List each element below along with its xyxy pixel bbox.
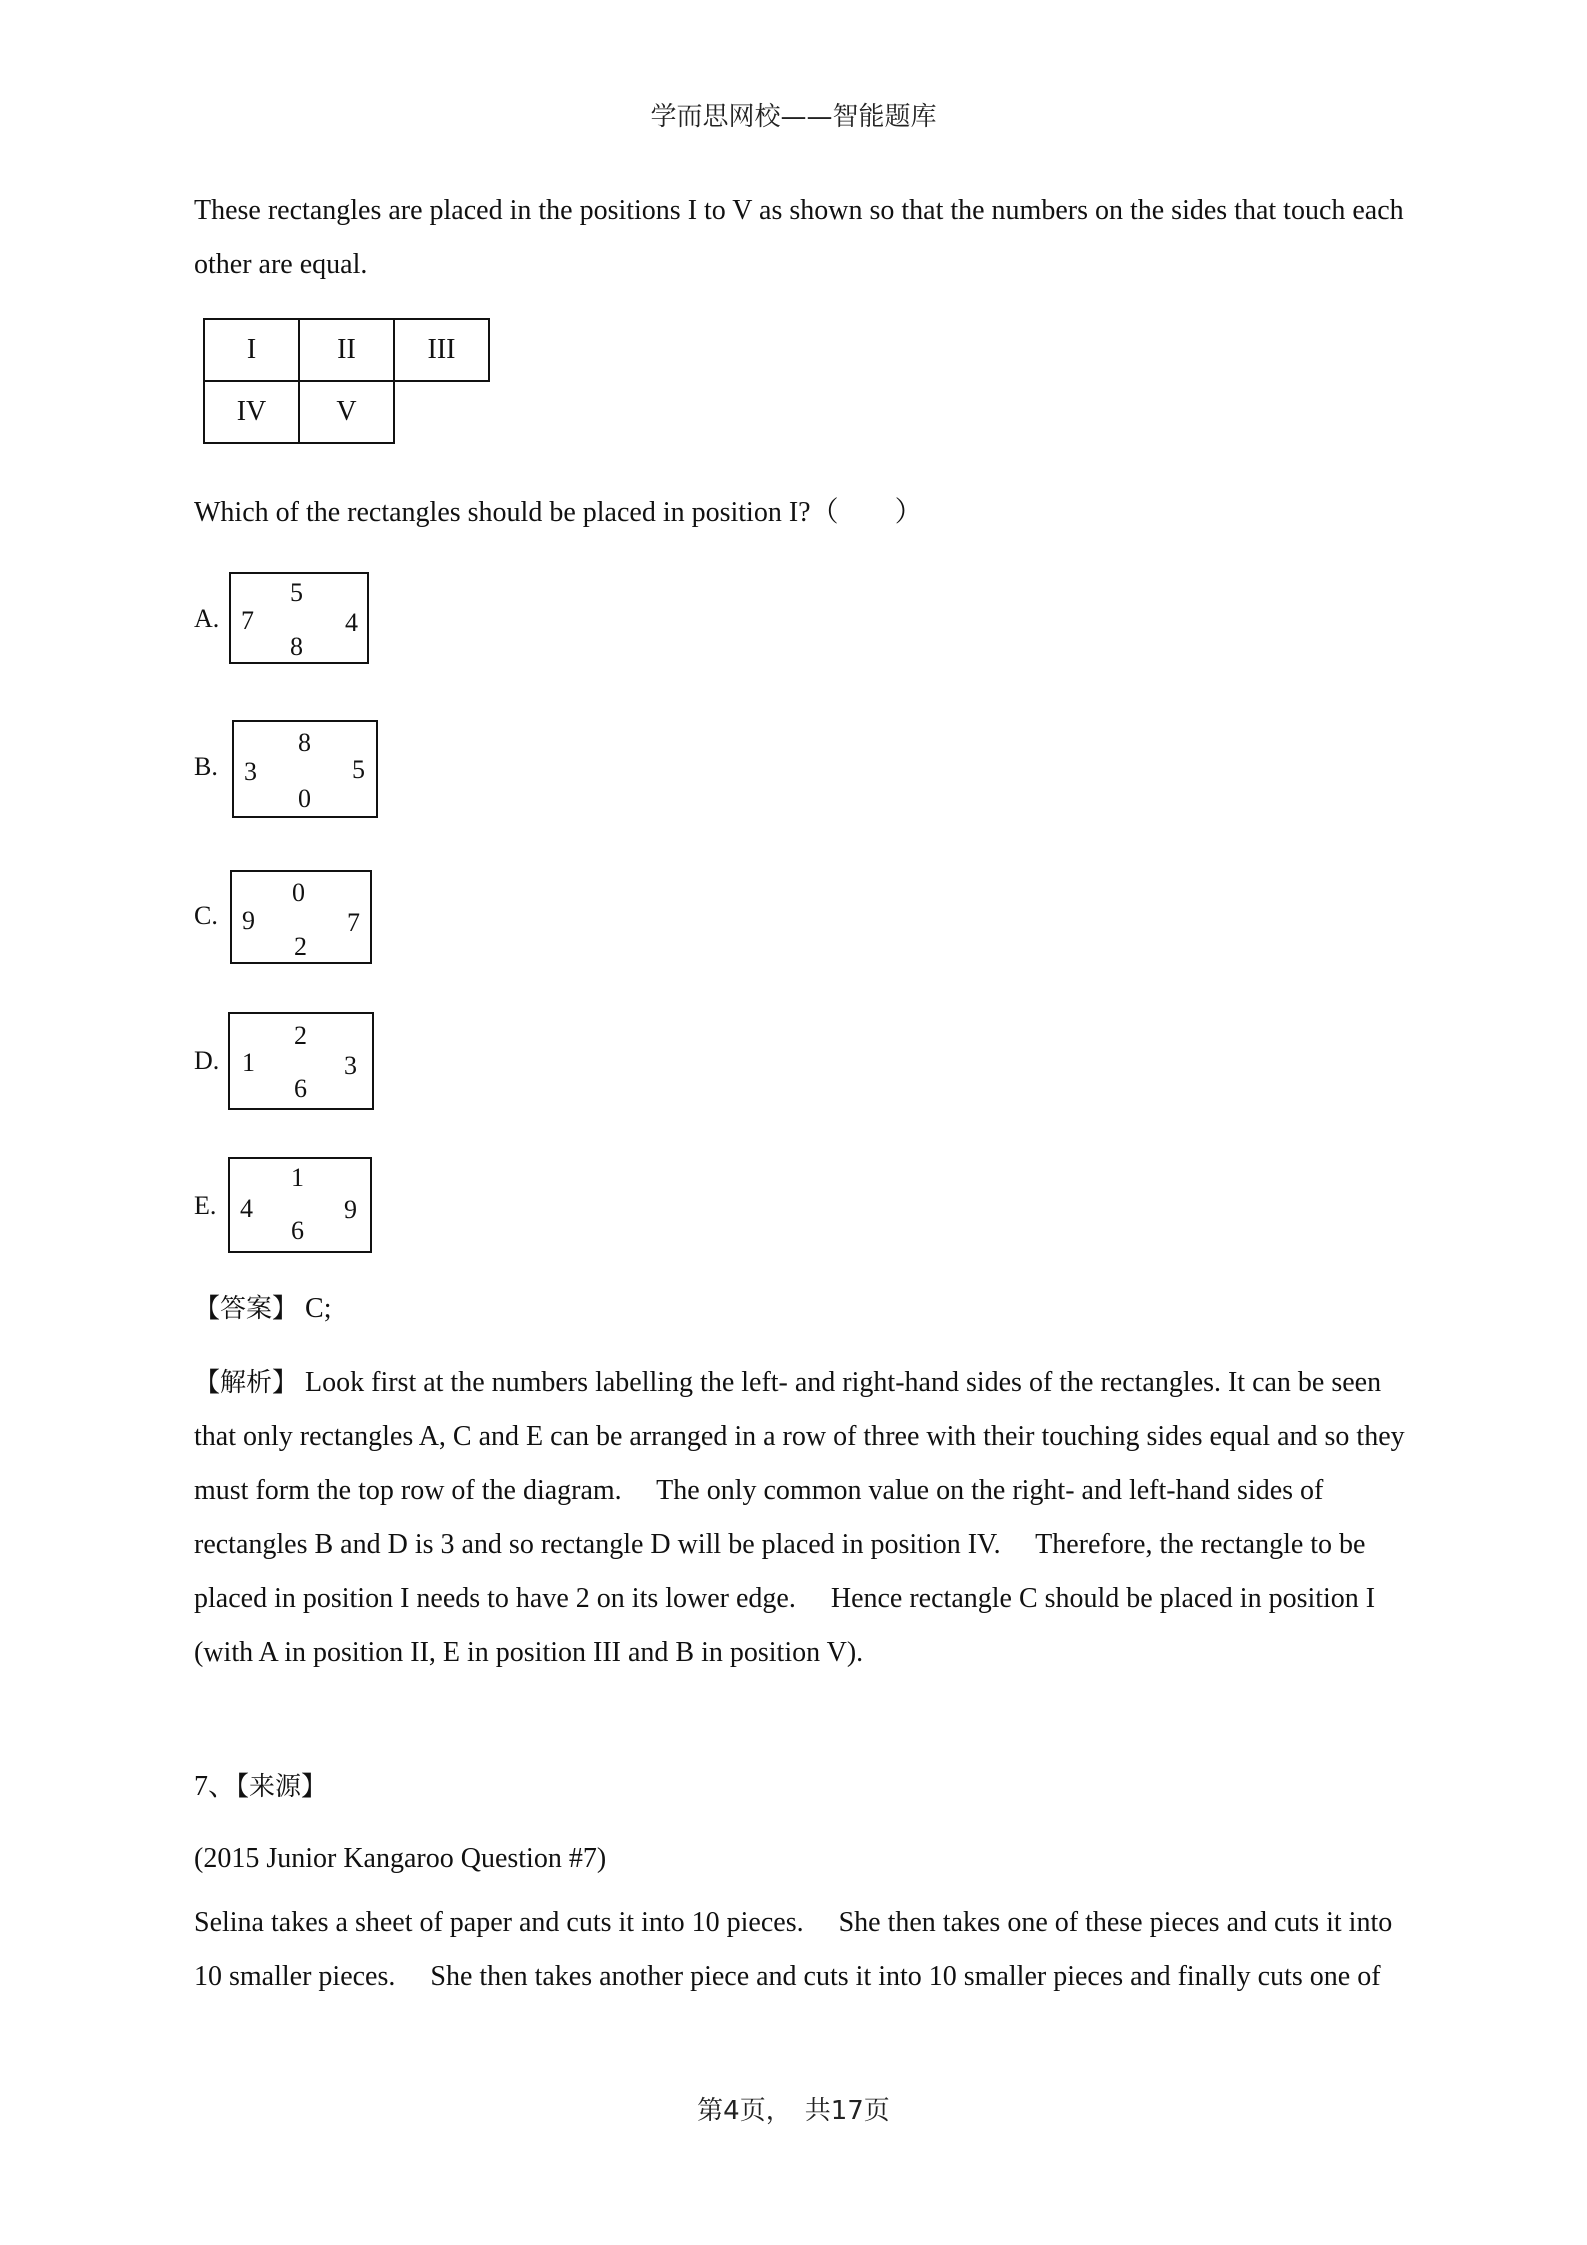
option-rectangle: [229, 572, 369, 664]
grid-cell-ii: II: [298, 318, 395, 382]
bottom-number: 8: [290, 632, 303, 661]
option-rectangle: [228, 1157, 372, 1253]
source-label: 【来源】: [236, 1772, 328, 1802]
right-number: 3: [344, 1051, 357, 1080]
top-number: 8: [298, 728, 311, 757]
question-source: (2015 Junior Kangaroo Question #7): [194, 1843, 607, 1874]
bottom-number: 6: [294, 1074, 307, 1103]
option-letter: B.: [194, 752, 218, 781]
answer-label: 【答案】: [194, 1294, 299, 1324]
analysis-text: Look first at the numbers labelling the left- and right-hand sides of the rectangles. It can be seen that only rectangles A, C and E can be arranged in a row of three with their touching sides equal and so they must form the top row of the diagram. The only common value on the right- and left-hand sides of rectangles B and D is 3 and so rectangle D will be placed in position IV. Therefore, the rectangle to be placed in position I needs to have 2 on its lower edge. Hence rectangle C should be placed in position I (with A in position II, E in position III and B in position V).: [194, 1367, 1405, 1668]
left-number: 9: [242, 906, 255, 935]
option-letter: C.: [194, 901, 218, 930]
analysis-paragraph: [194, 1356, 1414, 1680]
left-number: 3: [244, 757, 257, 786]
left-number: 7: [241, 606, 254, 635]
answer-line: [194, 1282, 331, 1336]
option-letter: E.: [194, 1191, 217, 1220]
left-number: 4: [240, 1194, 253, 1223]
bottom-number: 2: [294, 932, 307, 961]
question-number: 7、: [194, 1771, 237, 1802]
bottom-number: 6: [291, 1216, 304, 1245]
option-letter: A.: [194, 604, 220, 633]
top-number: 0: [292, 878, 305, 907]
option-letter: D.: [194, 1046, 220, 1075]
grid-cell-iv: IV: [203, 380, 300, 444]
right-number: 9: [344, 1195, 357, 1224]
grid-cell-v: V: [298, 380, 395, 444]
grid-cell-iii: III: [393, 318, 490, 382]
grid-cell-i: I: [203, 318, 300, 382]
top-number: 2: [294, 1021, 307, 1050]
option-rectangle: [230, 870, 372, 964]
bottom-number: 0: [298, 784, 311, 813]
top-number: 1: [291, 1163, 304, 1192]
analysis-label: 【解析】: [194, 1368, 299, 1398]
option-rectangle: [232, 720, 378, 818]
left-number: 1: [242, 1048, 255, 1077]
right-number: 5: [352, 755, 365, 784]
question-text: Which of the rectangles should be placed in position I?（ ）: [194, 497, 923, 528]
intro-paragraph: These rectangles are placed in the positions I to V as shown so that the numbers on the sides that touch each other are equal.: [194, 195, 1404, 280]
question-7-heading: [194, 1760, 327, 1814]
page-footer: 第4页， 共17页: [697, 2096, 890, 2126]
right-number: 4: [345, 608, 358, 637]
option-rectangle: [228, 1012, 374, 1110]
answer-value: C;: [305, 1293, 332, 1324]
page-header: 学而思网校——智能题库: [650, 102, 937, 132]
right-number: 7: [347, 908, 360, 937]
question-7-text: Selina takes a sheet of paper and cuts it into 10 pieces. She then takes one of these pieces and cuts it into 10 smaller pieces. She then takes another piece and cuts it into 10 smaller pieces and finally cuts one of: [194, 1907, 1393, 1992]
top-number: 5: [290, 578, 303, 607]
